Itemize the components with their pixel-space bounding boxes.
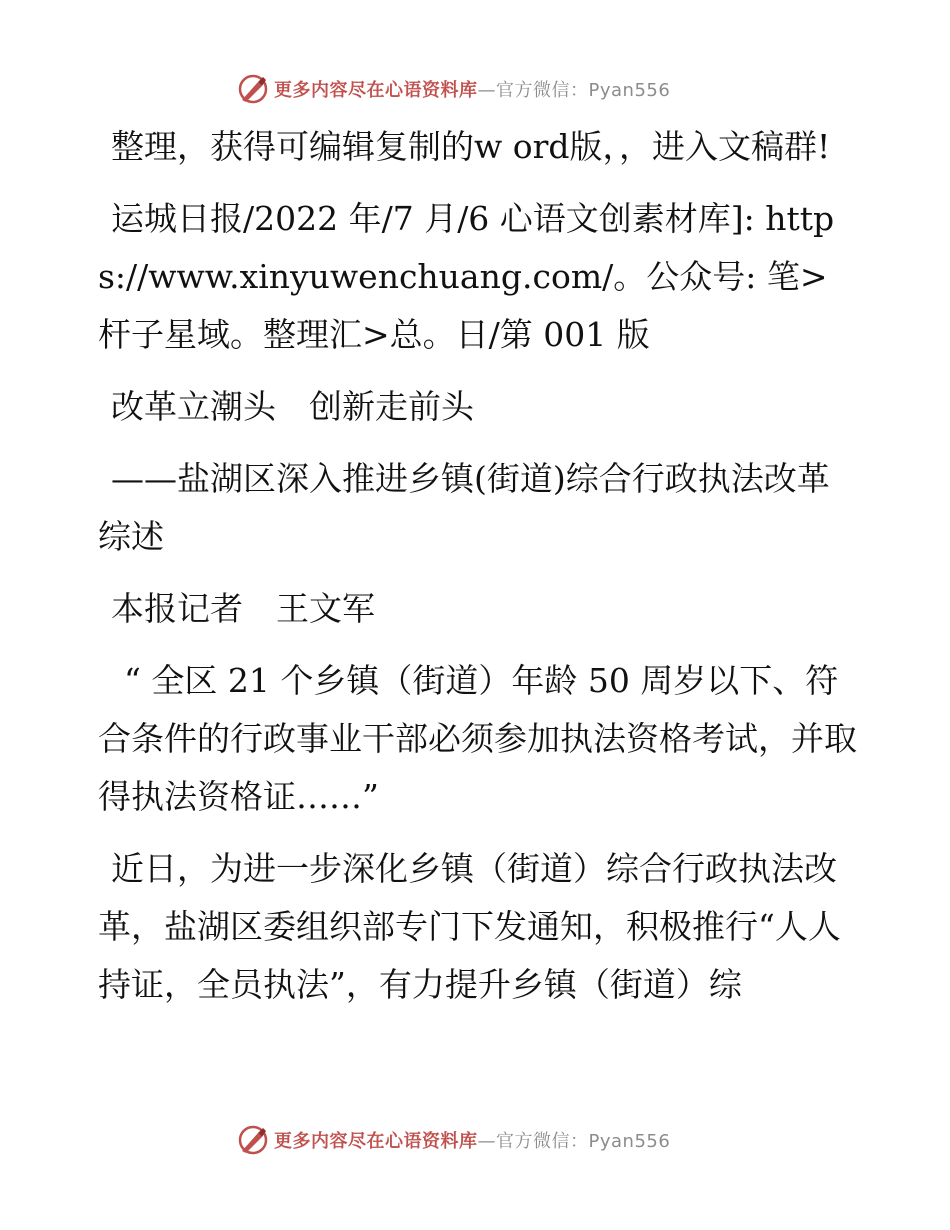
header-watermark (236, 72, 670, 106)
paragraph-body: 近日，为进一步深化乡镇（街道）综合行政执法改革，盐湖区委组织部专门下发通知，积极推行“人人持证，全员执法”，有力提升乡镇（街道）综 (98, 849, 841, 1004)
paragraph-quote: “ 全区 21 个乡镇（街道）年龄 50 周岁以下、符合条件的行政事业干部必须参加执法资格考试，并取得执法资格证……” (98, 661, 857, 816)
article-subtitle: ——盐湖区深入推进乡镇(街道)综合行政执法改革综述 (98, 459, 830, 556)
paragraph-source: 运城日报/2022 年/7 月/6 心语文创素材库]: https://www.xinyuwenchuang.com/。公众号: 笔>杆子星域。整理汇>总。日/第 001 版 (98, 199, 835, 354)
watermark-dash: — (477, 80, 496, 101)
document-body (98, 118, 858, 1028)
watermark-dash: — (477, 1131, 496, 1152)
watermark-main-text: 更多内容尽在心语资料库 (274, 80, 478, 101)
footer-watermark (236, 1123, 670, 1157)
pen-logo-icon (236, 1123, 270, 1157)
watermark-main-text: 更多内容尽在心语资料库 (274, 1131, 478, 1152)
watermark-contact: 官方微信：Pyan556 (496, 1131, 671, 1152)
pen-logo-icon (236, 72, 270, 106)
paragraph-intro: 整理，获得可编辑复制的w ord版，，进入文稿群! (111, 127, 831, 166)
watermark-contact: 官方微信：Pyan556 (496, 80, 671, 101)
article-byline: 本报记者 王文军 (111, 589, 375, 628)
article-title: 改革立潮头 创新走前头 (111, 387, 474, 426)
